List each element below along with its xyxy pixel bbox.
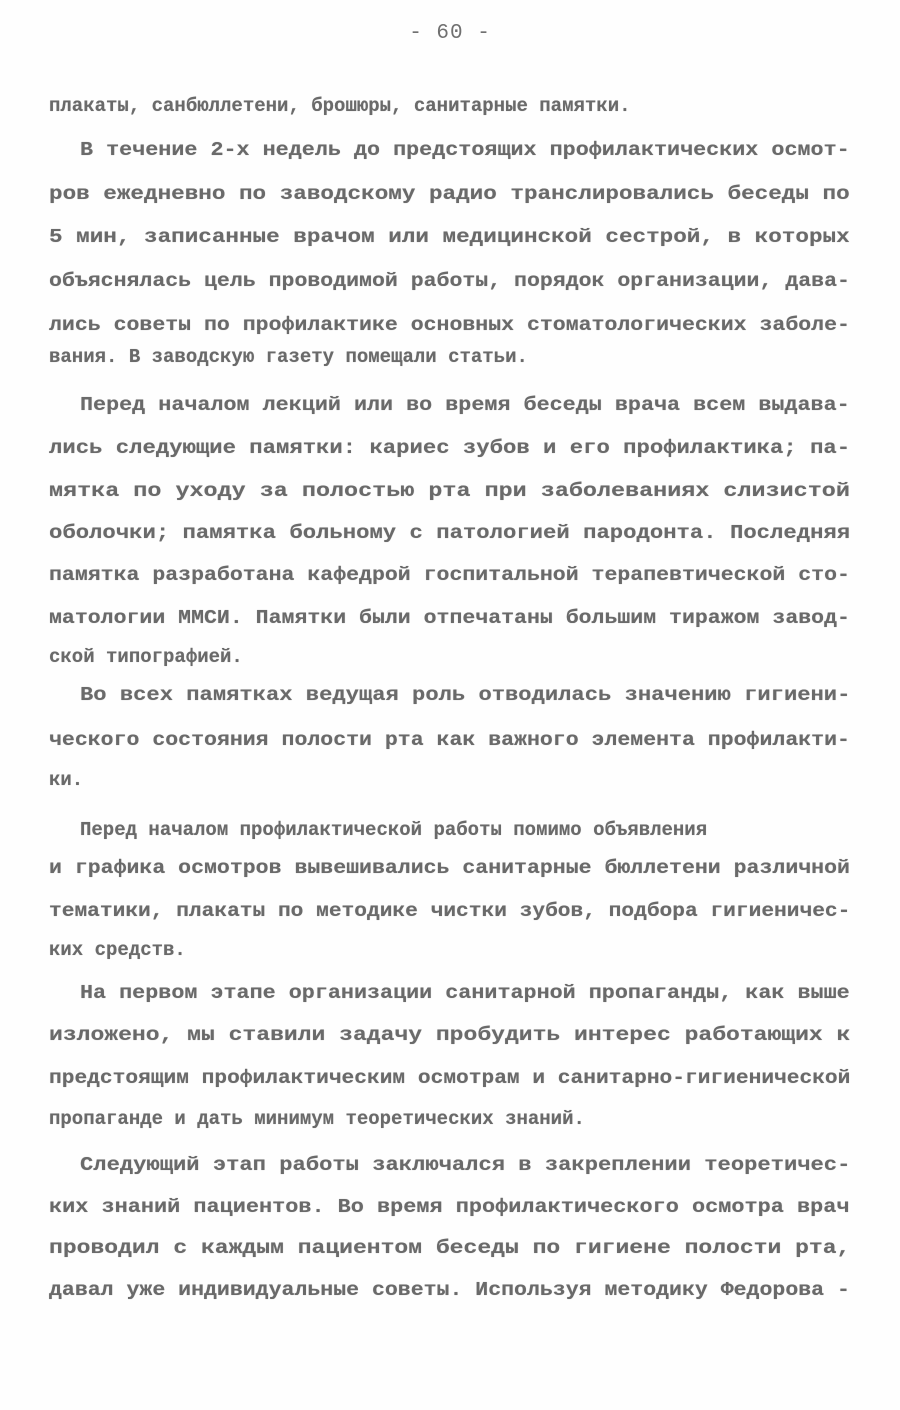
text-line: оболочки; памятка больному с патологией пародонта. Последняя — [49, 522, 851, 544]
text-line: ких средств. — [49, 939, 186, 961]
text-line: Перед началом профилактической работы помимо объявления — [80, 819, 708, 841]
text-line: ской типографией. — [49, 646, 243, 668]
text-line: ких знаний пациентов. Во время профилактического осмотра врач — [49, 1196, 850, 1218]
text-line: предстоящим профилактическим осмотрам и санитарно-гигиенической — [49, 1067, 851, 1089]
text-line: проводил с каждым пациентом беседы по гигиене полости рта, — [49, 1237, 851, 1259]
text-line: 5 мин, записанные врачом или медицинской сестрой, в которых — [49, 226, 850, 248]
text-line: памятка разработана кафедрой госпитальной терапевтической сто- — [49, 564, 850, 586]
text-line: пропаганде и дать минимум теоретических знаний. — [49, 1108, 585, 1130]
text-line: и графика осмотров вывешивались санитарные бюллетени различной — [49, 857, 850, 879]
text-line: На первом этапе организации санитарной пропаганды, как выше — [80, 982, 850, 1004]
text-line: объяснялась цель проводимой работы, порядок организации, дава- — [49, 270, 850, 292]
text-line: лись советы по профилактике основных стоматологических заболе- — [49, 314, 850, 336]
text-line: вания. В заводскую газету помещали статьи. — [49, 346, 528, 368]
text-line: тематики, плакаты по методике чистки зубов, подбора гигиеничес- — [49, 900, 851, 922]
text-line: матологии ММСИ. Памятки были отпечатаны большим тиражом завод- — [49, 607, 850, 629]
text-line: ческого состояния полости рта как важного элемента профилакти- — [49, 729, 850, 751]
text-line: лись следующие памятки: кариес зубов и его профилактика; па- — [49, 437, 851, 459]
text-line: Следующий этап работы заключался в закреплении теоретичес- — [80, 1154, 851, 1176]
text-line: плакаты, санбюллетени, брошюры, санитарные памятки. — [49, 95, 631, 117]
text-line: Перед началом лекций или во время беседы врача всем выдава- — [80, 394, 850, 416]
text-line: давал уже индивидуальные советы. Используя методику Федорова - — [49, 1279, 850, 1301]
text-line: ров ежедневно по заводскому радио транслировались беседы по — [49, 183, 850, 205]
text-line: ки. — [49, 769, 84, 791]
text-line: изложено, мы ставили задачу пробудить интерес работающих к — [49, 1024, 851, 1046]
text-line: В течение 2-х недель до предстоящих профилактических осмот- — [80, 139, 850, 161]
text-line: мятка по уходу за полостью рта при заболеваниях слизистой — [49, 480, 850, 502]
page-number: - 60 - — [409, 22, 491, 45]
text-line: Во всех памятках ведущая роль отводилась значению гигиени- — [80, 684, 851, 706]
